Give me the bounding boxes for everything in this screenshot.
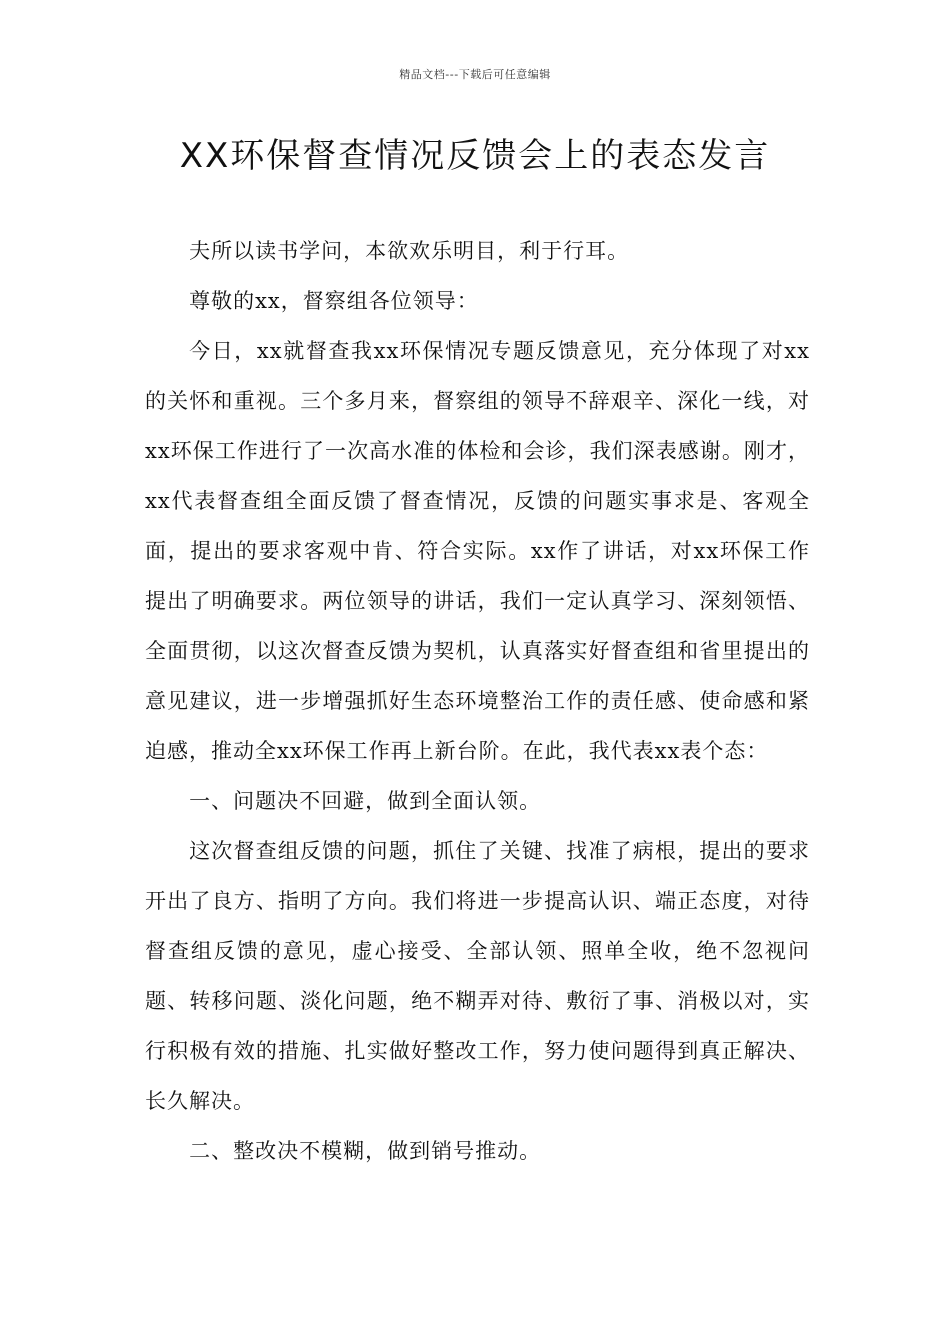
header-note: 精品文档---下载后可任意编辑 — [399, 68, 551, 81]
section-heading: 二、整改决不模糊，做到销号推动。 — [189, 1139, 542, 1163]
paragraph: 尊敬的xx，督察组各位领导： — [189, 289, 479, 313]
paragraph: 这次督查组反馈的问题，抓住了关键、找准了病根，提出的要求开出了良方、指明了方向。我们将进一步提高认识、端正态度，对待督查组反馈的意见，虚心接受、全部认领、照单全收，绝不忽视问题、转移问题、淡化问题，绝不糊弄对待、敷衍了事、消极以对，实行积极有效的措施、扎实做好整改工作，努力使问题得到真正解决、长久解决。 — [145, 839, 810, 1113]
paragraph: 今日，xx就督查我xx环保情况专题反馈意见，充分体现了对xx的关怀和重视。三个多月来，督察组的领导不辞艰辛、深化一线，对xx环保工作进行了一次高水准的体检和会诊，我们深表感谢。刚才，xx代表督查组全面反馈了督查情况，反馈的问题实事求是、客观全面，提出的要求客观中肯、符合实际。xx作了讲话，对xx环保工作提出了明确要求。两位领导的讲话，我们一定认真学习、深刻领悟、全面贯彻，以这次督查反馈为契机，认真落实好督查组和省里提出的意见建议，进一步增强抓好生态环境整治工作的责任感、使命感和紧迫感，推动全xx环保工作再上新台阶。在此，我代表xx表个态： — [145, 339, 810, 763]
paragraph: 夫所以读书学问，本欲欢乐明目，利于行耳。 — [189, 239, 630, 263]
section-heading: 一、问题决不回避，做到全面认领。 — [189, 789, 542, 813]
document-body — [145, 226, 810, 1176]
document-title: XX环保督查情况反馈会上的表态发言 — [179, 136, 771, 176]
